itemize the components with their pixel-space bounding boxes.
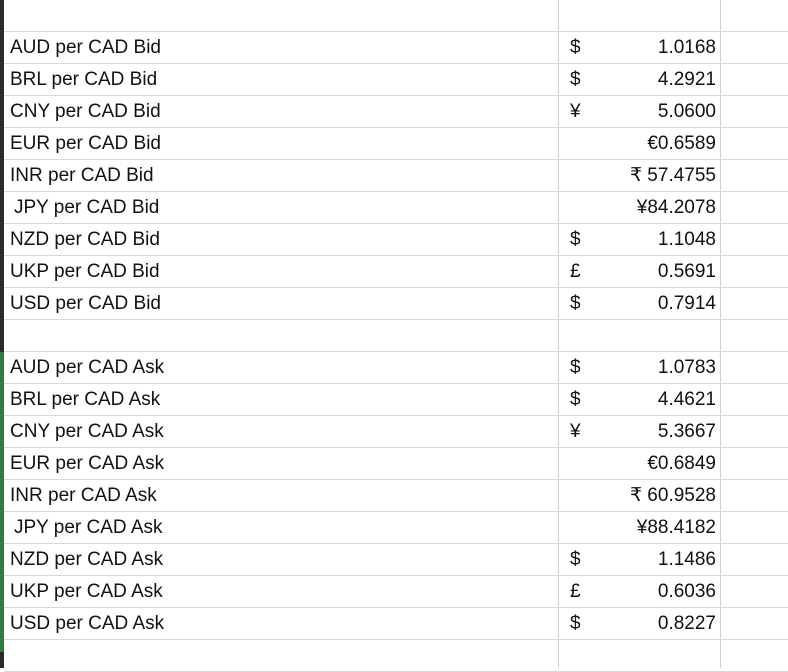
sheet-row-16[interactable]: [4, 512, 788, 544]
sheet-row-14[interactable]: [4, 448, 788, 480]
currency-symbol-cell[interactable]: £: [570, 581, 581, 602]
row-label-cell[interactable]: CNY per CAD Bid: [10, 101, 161, 122]
currency-symbol-cell[interactable]: $: [570, 293, 581, 314]
sheet-row-4[interactable]: [4, 128, 788, 160]
currency-symbol-cell[interactable]: ¥: [570, 421, 581, 442]
row-label-cell[interactable]: USD per CAD Bid: [10, 293, 161, 314]
row-label-cell[interactable]: [10, 640, 550, 671]
rate-value-cell[interactable]: 0.6036: [657, 581, 716, 602]
sheet-row-12[interactable]: [4, 384, 788, 416]
rate-value-cell[interactable]: 5.0600: [657, 101, 716, 122]
rate-value-cell[interactable]: [562, 640, 716, 671]
currency-symbol-cell[interactable]: ¥: [570, 101, 581, 122]
rate-value-cell[interactable]: [562, 0, 716, 31]
row-label-cell[interactable]: AUD per CAD Bid: [10, 37, 161, 58]
rate-value-cell[interactable]: 5.3667: [657, 421, 716, 442]
sheet-row-0[interactable]: [4, 0, 788, 32]
rate-value-cell[interactable]: 4.4621: [657, 389, 716, 410]
row-label-cell[interactable]: BRL per CAD Bid: [10, 69, 158, 90]
row-label-cell[interactable]: BRL per CAD Ask: [10, 389, 161, 410]
rate-value-cell[interactable]: €0.6589: [647, 133, 716, 154]
row-label-cell[interactable]: UKP per CAD Bid: [10, 261, 160, 282]
row-label-cell[interactable]: NZD per CAD Bid: [10, 229, 160, 250]
rate-value-cell[interactable]: 0.5691: [657, 261, 716, 282]
sheet-row-7[interactable]: [4, 224, 788, 256]
sheet-row-13[interactable]: [4, 416, 788, 448]
sheet-row-2[interactable]: [4, 64, 788, 96]
currency-symbol-cell[interactable]: $: [570, 613, 581, 634]
sheet-row-6[interactable]: [4, 192, 788, 224]
currency-symbol-cell[interactable]: $: [570, 389, 581, 410]
row-label-cell[interactable]: [10, 320, 550, 351]
sheet-row-8[interactable]: [4, 256, 788, 288]
currency-symbol-cell[interactable]: $: [570, 69, 581, 90]
row-label-cell[interactable]: INR per CAD Bid: [10, 165, 154, 186]
sheet-row-1[interactable]: [4, 32, 788, 64]
sheet-row-17[interactable]: [4, 544, 788, 576]
currency-symbol-cell[interactable]: $: [570, 229, 581, 250]
rate-value-cell[interactable]: [562, 320, 716, 351]
sheet-row-9[interactable]: [4, 288, 788, 320]
row-label-cell[interactable]: INR per CAD Ask: [10, 485, 157, 506]
rate-value-cell[interactable]: 1.1048: [657, 229, 716, 250]
rate-value-cell[interactable]: ¥84.2078: [636, 197, 716, 218]
sheet-row-18[interactable]: [4, 576, 788, 608]
currency-symbol-cell[interactable]: $: [570, 37, 581, 58]
sheet-row-11[interactable]: [4, 352, 788, 384]
currency-symbol-cell[interactable]: $: [570, 357, 581, 378]
row-label-cell[interactable]: USD per CAD Ask: [10, 613, 165, 634]
rate-value-cell[interactable]: 0.7914: [657, 293, 716, 314]
row-label-cell[interactable]: AUD per CAD Ask: [10, 357, 165, 378]
row-label-cell[interactable]: EUR per CAD Bid: [10, 133, 161, 154]
rate-value-cell[interactable]: €0.6849: [647, 453, 716, 474]
rate-value-cell[interactable]: ₹ 57.4755: [629, 165, 716, 186]
row-label-cell[interactable]: UKP per CAD Ask: [10, 581, 163, 602]
row-label-cell[interactable]: EUR per CAD Ask: [10, 453, 165, 474]
row-label-cell[interactable]: JPY per CAD Bid: [14, 197, 160, 218]
rate-value-cell[interactable]: ¥88.4182: [636, 517, 716, 538]
rate-value-cell[interactable]: 4.2921: [657, 69, 716, 90]
rate-value-cell[interactable]: 1.0783: [657, 357, 716, 378]
sheet-row-20[interactable]: [4, 640, 788, 672]
row-label-cell[interactable]: [10, 0, 550, 31]
rate-value-cell[interactable]: 0.8227: [657, 613, 716, 634]
rate-value-cell[interactable]: ₹ 60.9528: [629, 485, 716, 506]
currency-symbol-cell[interactable]: £: [570, 261, 581, 282]
row-label-cell[interactable]: JPY per CAD Ask: [14, 517, 163, 538]
row-label-cell[interactable]: NZD per CAD Ask: [10, 549, 164, 570]
sheet-row-19[interactable]: [4, 608, 788, 640]
row-label-cell[interactable]: CNY per CAD Ask: [10, 421, 164, 442]
currency-symbol-cell[interactable]: $: [570, 549, 581, 570]
rate-value-cell[interactable]: 1.1486: [657, 549, 716, 570]
sheet-row-3[interactable]: [4, 96, 788, 128]
sheet-row-10[interactable]: [4, 320, 788, 352]
sheet-row-5[interactable]: [4, 160, 788, 192]
sheet-row-15[interactable]: [4, 480, 788, 512]
rate-value-cell[interactable]: 1.0168: [657, 37, 716, 58]
